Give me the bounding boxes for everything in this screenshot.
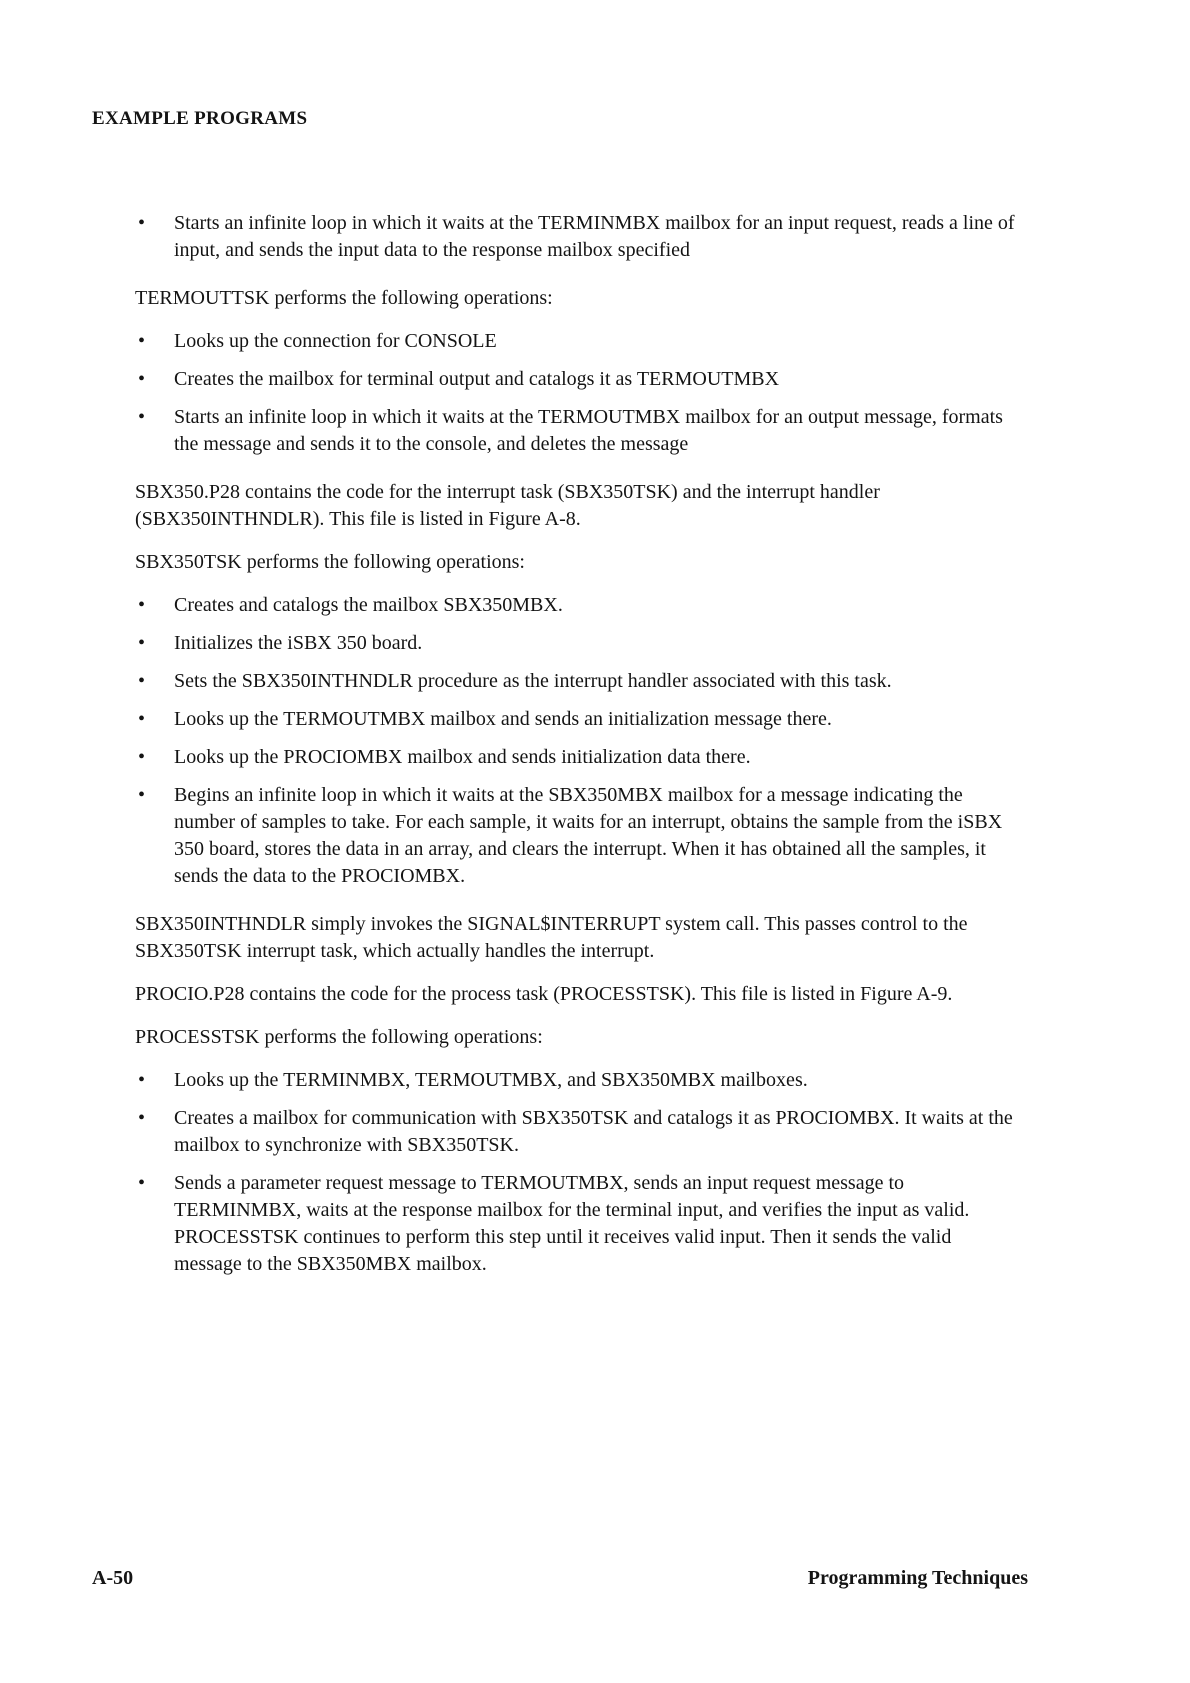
paragraph: SBX350INTHNDLR simply invokes the SIGNAL$INTERRUPT system call. This passes control to the SBX350TSK interrupt task, which actually handles the interrupt. <box>135 913 968 962</box>
paragraph: TERMOUTTSK performs the following operations: <box>135 287 553 309</box>
list-item: • Creates the mailbox for terminal output and catalogs it as TERMOUTMBX <box>135 366 1015 393</box>
list-item: • Starts an infinite loop in which it waits at the TERMOUTMBX mailbox for an output message, formats the message and sends it to the console, and deletes the message <box>135 404 1015 458</box>
paragraph: SBX350TSK performs the following operations: <box>135 551 525 573</box>
list-item: • Creates and catalogs the mailbox SBX350MBX. <box>135 592 1015 619</box>
list-item: • Looks up the TERMOUTMBX mailbox and sends an initialization message there. <box>135 706 1015 733</box>
list-item: • Starts an infinite loop in which it waits at the TERMINMBX mailbox for an input request, reads a line of input, and sends the input data to the response mailbox specified <box>135 210 1015 264</box>
paragraph: SBX350.P28 contains the code for the interrupt task (SBX350TSK) and the interrupt handler (SBX350INTHNDLR). This file is listed in Figure A-8. <box>135 481 880 530</box>
list-item: • Looks up the connection for CONSOLE <box>135 328 1015 355</box>
section-title: Programming Techniques <box>807 1567 1028 1589</box>
list-item: • Looks up the PROCIOMBX mailbox and sends initialization data there. <box>135 744 1015 771</box>
list-item: • Looks up the TERMINMBX, TERMOUTMBX, and SBX350MBX mailboxes. <box>135 1067 1015 1094</box>
page-body <box>135 210 1015 1289</box>
list-item: • Begins an infinite loop in which it waits at the SBX350MBX mailbox for a message indicating the number of samples to take. For each sample, it waits for an interrupt, obtains the sample from the iSBX 350 board, stores the data in an array, and clears the interrupt. When it has obtained all the samples, it sends the data to the PROCIOMBX. <box>135 782 1015 890</box>
running-header: EXAMPLE PROGRAMS <box>92 108 308 129</box>
list-item: • Initializes the iSBX 350 board. <box>135 630 1015 657</box>
list-item: • Creates a mailbox for communication with SBX350TSK and catalogs it as PROCIOMBX. It waits at the mailbox to synchronize with SBX350TSK. <box>135 1105 1015 1159</box>
list-item: • Sends a parameter request message to TERMOUTMBX, sends an input request message to TERMINMBX, waits at the response mailbox for the terminal input, and verifies the input as valid. PROCESSTSK continues to perform this step until it receives valid input. Then it sends the valid message to the SBX350MBX mailbox. <box>135 1170 1015 1278</box>
paragraph: PROCESSTSK performs the following operations: <box>135 1026 543 1048</box>
paragraph: PROCIO.P28 contains the code for the process task (PROCESSTSK). This file is listed in Figure A-9. <box>135 983 953 1005</box>
page-number: A-50 <box>92 1567 134 1589</box>
list-item: • Sets the SBX350INTHNDLR procedure as the interrupt handler associated with this task. <box>135 668 1015 695</box>
